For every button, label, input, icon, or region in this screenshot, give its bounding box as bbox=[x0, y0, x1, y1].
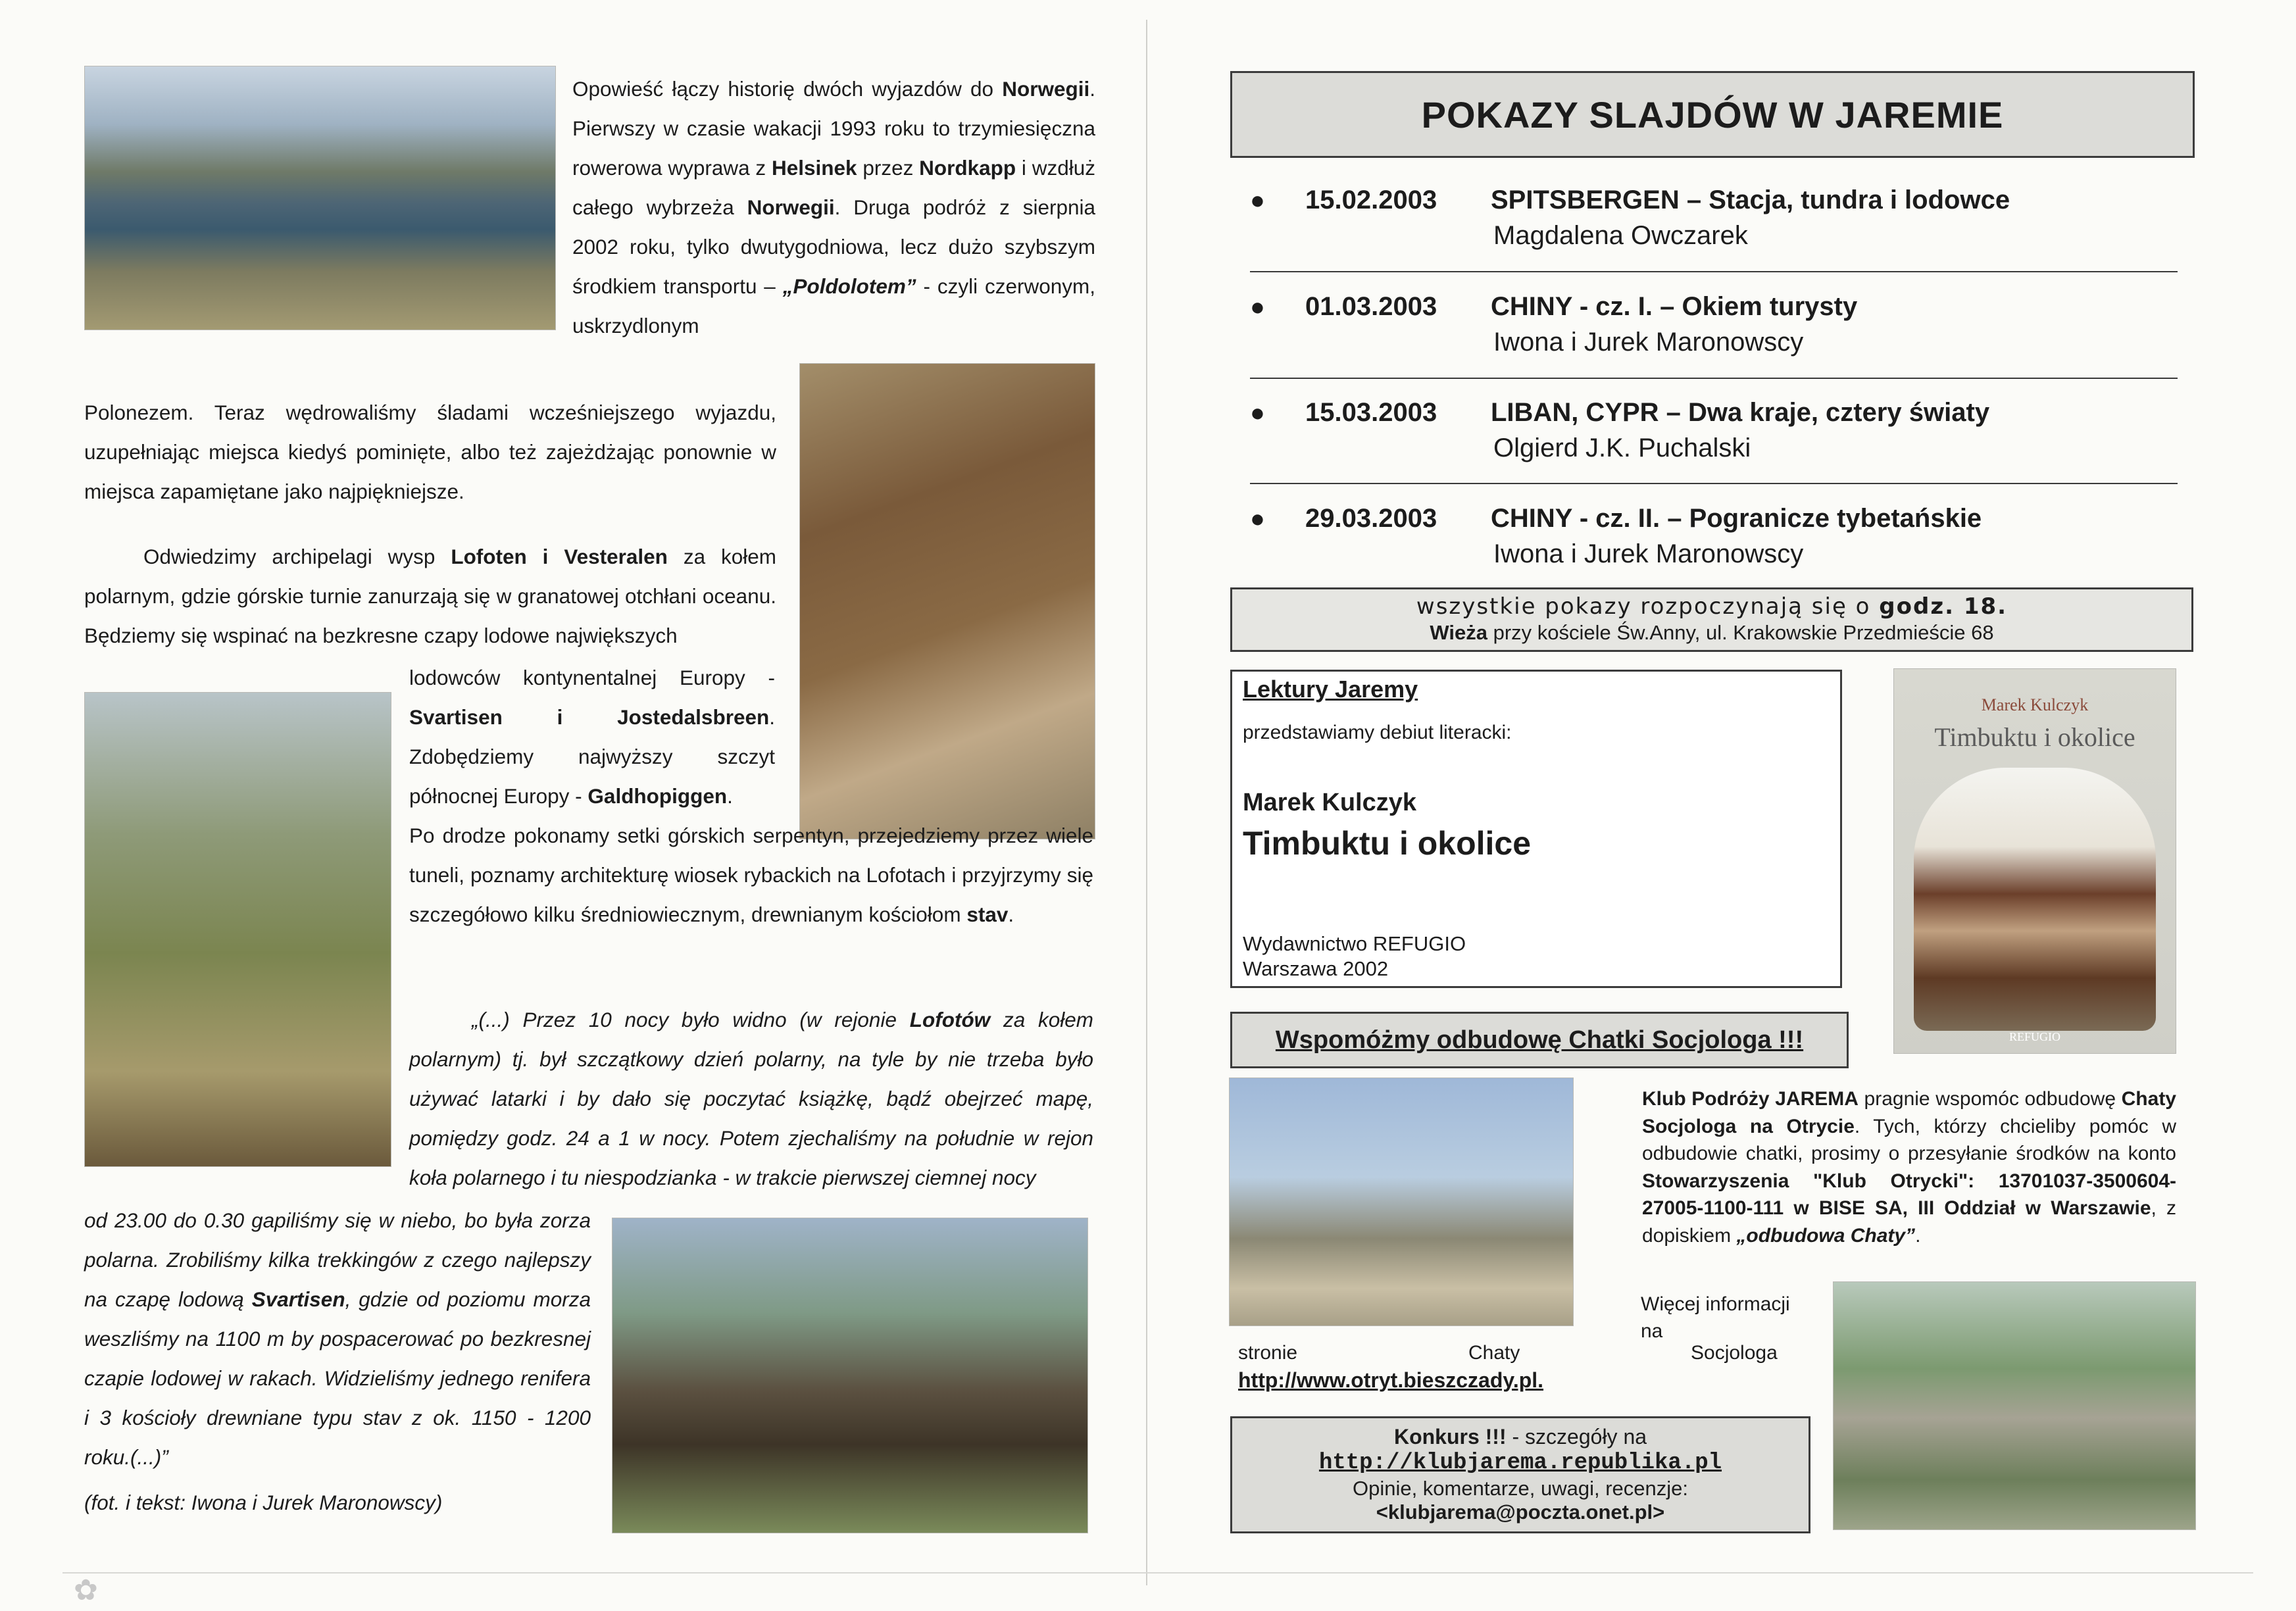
article-text: . Zdobędziemy najwyższy szczyt północnej Europy - bbox=[409, 705, 775, 808]
show-date: 15.02.2003 bbox=[1305, 186, 1437, 214]
show-author: Iwona i Jurek Maronowscy bbox=[1493, 328, 1804, 357]
article-paragraph-2 bbox=[84, 537, 776, 655]
page-title-box bbox=[1230, 71, 2195, 158]
trolls-photo bbox=[799, 363, 1095, 839]
chimney-ruin-photo bbox=[1229, 1078, 1574, 1326]
article-bold: Norwegii bbox=[1002, 77, 1090, 101]
mountain-hut-photo bbox=[1833, 1281, 2196, 1530]
article-text: . Pierwszy w czasie wakacji 1993 roku to trzymiesięczna rowerowa wyprawa z bbox=[572, 77, 1095, 180]
show-author: Iwona i Jurek Maronowscy bbox=[1493, 539, 1804, 568]
appeal-bold: Stowarzyszenia "Klub Otrycki": 13701037-3500604-27005-1100-111 w BISE SA, III Oddział w Warszawie bbox=[1642, 1170, 2176, 1219]
otryt-link[interactable]: http://www.otryt.bieszczady.pl. bbox=[1238, 1368, 1544, 1392]
article-text: - czyli czerwonym, uskrzydlonym bbox=[572, 274, 1096, 337]
article-paragraph-1 bbox=[572, 69, 1095, 345]
schedule-info-box bbox=[1230, 587, 2193, 652]
venue-line bbox=[1232, 621, 2191, 645]
divider bbox=[1250, 378, 2178, 379]
article-text: . bbox=[1008, 903, 1014, 926]
more-info-word: Socjologa bbox=[1691, 1342, 1778, 1364]
article-text: Odwiedzimy archipelagi wysp bbox=[143, 545, 451, 568]
lektury-heading: Lektury Jaremy bbox=[1243, 676, 1418, 703]
photo-credit: (fot. i tekst: Iwona i Jurek Maronowscy) bbox=[84, 1491, 443, 1514]
show-item bbox=[1250, 398, 2184, 470]
article-text: Po drodze pokonamy setki górskich serpentyn, przejedziemy przez wiele tuneli, poznamy architekturę wiosek rybackich na Lofotach i przyjrzymy się szczegółowo kilku średniowiecznym, drewnianym kościołom bbox=[409, 824, 1093, 926]
feedback-line: Opinie, komentarze, uwagi, recenzje: bbox=[1352, 1477, 1689, 1500]
konkurs-line bbox=[1232, 1425, 1809, 1449]
more-info-word: Chaty bbox=[1468, 1342, 1520, 1364]
appeal-bold: Klub Podróży JAREMA bbox=[1642, 1088, 1859, 1110]
article-paragraph-2-b bbox=[409, 658, 775, 816]
article-text: , gdzie od poziomu morza weszliśmy na 1100 m by pospacerować po bezkresnej czapie lodowej w rakach. Widzieliśmy jednego renifera i 3 kościoły drewniane typu stav z ok. 1150 - 1200 roku.(...)” bbox=[84, 1287, 591, 1469]
konkurs-bold: Konkurs !!! bbox=[1393, 1425, 1507, 1449]
show-author: Magdalena Owczarek bbox=[1493, 221, 1748, 250]
bullet-icon: ● bbox=[1250, 293, 1265, 321]
article-paragraph-2-c bbox=[409, 816, 1093, 934]
article-text: . bbox=[727, 784, 733, 808]
bullet-icon: ● bbox=[1250, 187, 1265, 214]
article-bold-italic: „Poldolotem” bbox=[782, 274, 916, 298]
cover-imprint: REFUGIO bbox=[2009, 1030, 2060, 1043]
article-bold: Nordkapp bbox=[919, 156, 1016, 180]
article-bold: Galdhopiggen bbox=[587, 784, 728, 808]
article-text: . Druga podróż z sierpnia 2002 roku, tylko dwutygodniowa, lecz dużo szybszym środkiem transportu – bbox=[572, 195, 1096, 298]
info-text: wszystkie pokazy rozpoczynają się o bbox=[1416, 593, 1880, 620]
article-text: „(...) Przez 10 nocy było widno (w rejonie bbox=[472, 1008, 910, 1031]
appeal-text: . bbox=[1915, 1224, 1921, 1247]
article-text: i wzdłuż całego wybrzeża bbox=[572, 156, 1095, 219]
stave-church-photo bbox=[612, 1218, 1088, 1533]
appeal-bold: Chaty Socjologa na Otrycie bbox=[1642, 1088, 2176, 1137]
article-bold-italic: Lofotów bbox=[909, 1008, 991, 1031]
more-info-word: stronie bbox=[1238, 1342, 1298, 1364]
info-bold: Wieża bbox=[1430, 621, 1487, 644]
show-title: CHINY - cz. I. – Okiem turysty bbox=[1491, 292, 1858, 321]
divider bbox=[1250, 271, 2178, 272]
cover-author: Marek Kulczyk bbox=[1981, 695, 2089, 714]
club-website-link[interactable]: http://klubjarema.republika.pl bbox=[1318, 1450, 1722, 1475]
article-bold: Helsinek bbox=[771, 156, 857, 180]
article-bold: Svartisen i Jostedalsbreen bbox=[409, 705, 770, 729]
konkurs-box bbox=[1230, 1416, 1810, 1533]
more-info-text: Więcej informacji na bbox=[1641, 1293, 1790, 1342]
show-title: CHINY - cz. II. – Pogranicze tybetańskie bbox=[1491, 504, 1982, 533]
article-text: za kołem polarnym, gdzie górskie turnie zanurzają się w granatowej otchłani oceanu. Będziemy się wspinać na bezkresne czapy lodowe największych bbox=[84, 545, 777, 647]
show-date: 29.03.2003 bbox=[1305, 504, 1437, 533]
show-date: 15.03.2003 bbox=[1305, 398, 1437, 427]
page-fold bbox=[1146, 20, 1147, 1585]
cover-portrait bbox=[1914, 768, 2156, 1031]
reindeer-photo bbox=[84, 692, 391, 1167]
show-date: 01.03.2003 bbox=[1305, 292, 1437, 321]
article-text: Polonezem. Teraz wędrowaliśmy śladami wcześniejszego wyjazdu, uzupełniając miejsca kiedyś pominięte, albo też zajeżdżając ponownie w miejsca zapamiętane jako najpiękniejsze. bbox=[84, 401, 776, 503]
article-text: od 23.00 do 0.30 gapiliśmy się w niebo, bo była zorza polarna. Zrobiliśmy kilka trekkingów z czego najlepszy na czapę lodową bbox=[84, 1208, 591, 1311]
article-bold: stav bbox=[966, 903, 1009, 926]
start-time-line bbox=[1232, 593, 2191, 620]
show-item bbox=[1250, 504, 2184, 576]
divider bbox=[1250, 483, 2178, 484]
page-title: POKAZY SLAJDÓW W JAREMIE bbox=[1421, 93, 2004, 136]
lektury-intro: przedstawiamy debiut literacki: bbox=[1243, 722, 1512, 743]
article-quote-continued bbox=[84, 1201, 591, 1477]
bottom-rule bbox=[62, 1572, 2253, 1574]
bullet-icon: ● bbox=[1250, 505, 1265, 533]
appeal-text: . Tych, którzy chcieliby pomóc w odbudowie chatki, prosimy o przesyłanie środków na konto bbox=[1642, 1115, 2176, 1164]
article-quote bbox=[409, 1000, 1093, 1197]
club-email-link[interactable]: <klubjarema@poczta.onet.pl> bbox=[1376, 1500, 1665, 1524]
book-cover-image bbox=[1893, 668, 2176, 1054]
book-title: Timbuktu i okolice bbox=[1243, 825, 1532, 862]
corner-flower-icon: ✿ bbox=[74, 1574, 98, 1606]
appeal-bold-italic: „odbudowa Chaty” bbox=[1736, 1224, 1916, 1247]
article-bold: Lofoten i Vesteralen bbox=[451, 545, 668, 568]
info-bold: godz. 18. bbox=[1879, 593, 2008, 620]
lektury-box bbox=[1230, 670, 1842, 988]
article-paragraph-1-continued bbox=[84, 393, 776, 511]
chatki-heading-box bbox=[1230, 1012, 1849, 1068]
show-item bbox=[1250, 186, 2184, 258]
article-text: przez bbox=[857, 156, 920, 180]
book-publisher: Wydawnictwo REFUGIO bbox=[1243, 932, 1466, 955]
chatki-heading: Wspomóżmy odbudowę Chatki Socjologa !!! bbox=[1275, 1026, 1804, 1054]
info-text: przy kościele Św.Anny, ul. Krakowskie Przedmieście 68 bbox=[1487, 621, 1994, 644]
article-text: lodowców kontynentalnej Europy - bbox=[409, 666, 775, 689]
cover-title: Timbuktu i okolice bbox=[1934, 722, 2135, 752]
article-bold-italic: Svartisen bbox=[251, 1287, 345, 1311]
article-text: za kołem polarnym) tj. był szczątkowy dzień polarny, na tyle by nie trzeba było używać latarki i by dało się poczytać książkę, bądź obejrzeć mapę, pomiędzy godz. 24 a 1 w nocy. Potem zjechaliśmy na południe w rejon koła polarnego i tu niespodzianka - w trakcie pierwszej ciemnej nocy bbox=[409, 1008, 1093, 1189]
bullet-icon: ● bbox=[1250, 399, 1265, 427]
konkurs-text: - szczegóły na bbox=[1506, 1425, 1647, 1449]
show-title: SPITSBERGEN – Stacja, tundra i lodowce bbox=[1491, 186, 2010, 214]
appeal-text: , z dopiskiem bbox=[1642, 1197, 2177, 1247]
fjord-photo bbox=[84, 66, 556, 330]
book-author: Marek Kulczyk bbox=[1243, 789, 1417, 816]
show-item bbox=[1250, 292, 2184, 364]
article-bold: Norwegii bbox=[747, 195, 835, 219]
show-author: Olgierd J.K. Puchalski bbox=[1493, 434, 1751, 462]
show-title: LIBAN, CYPR – Dwa kraje, cztery światy bbox=[1491, 398, 1990, 427]
article-text: Opowieść łączy historię dwóch wyjazdów do bbox=[572, 77, 1003, 101]
book-city-year: Warszawa 2002 bbox=[1243, 957, 1389, 980]
chatki-appeal-text bbox=[1642, 1085, 2176, 1249]
appeal-text: pragnie wspomóc odbudowę bbox=[1858, 1088, 2122, 1110]
